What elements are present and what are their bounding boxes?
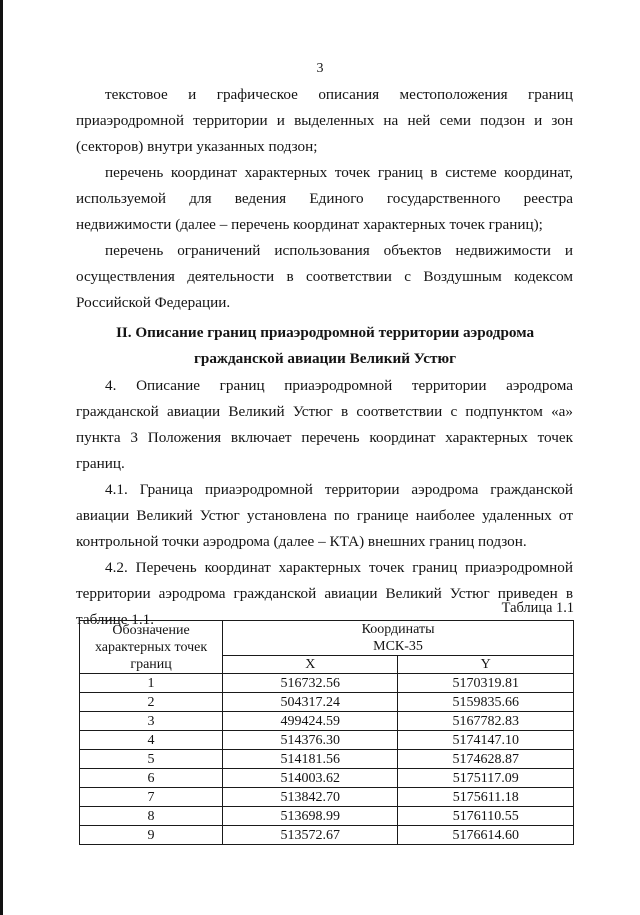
cell-y: 5159835.66 [398,693,574,712]
table-row [80,788,574,807]
intro-paragraphs [76,82,573,316]
cell-point: 2 [80,693,223,712]
table-row [80,693,574,712]
cell-x: 513572.67 [223,826,398,845]
cell-point: 8 [80,807,223,826]
cell-x: 499424.59 [223,712,398,731]
cell-point: 3 [80,712,223,731]
section-heading-line-2: гражданской авиации Великий Устюг [194,350,456,367]
section-paragraphs [76,373,573,633]
header-coordinate-system: МСК-35 [373,639,423,654]
table-row [80,807,574,826]
cell-y: 5176110.55 [398,807,574,826]
cell-x: 513698.99 [223,807,398,826]
cell-point: 1 [80,674,223,693]
table-row [80,750,574,769]
cell-point: 6 [80,769,223,788]
paragraph-text-description: текстовое и графическое описания местоположения границ приаэродромной территории и выделенных на ней семи подзон и зон (секторов) внутри указанных подзон; [76,86,573,155]
cell-x: 514376.30 [223,731,398,750]
section-heading-line-1: II. Описание границ приаэродромной территории аэродрома [115,324,535,341]
cell-x: 516732.56 [223,674,398,693]
cell-y: 5174147.10 [398,731,574,750]
table-row [80,826,574,845]
cell-y: 5174628.87 [398,750,574,769]
paragraph-4-1: 4.1. Граница приаэродромной территории аэродрома гражданской авиации Великий Устюг установлена по границе наиболее удаленных от контрольной точки аэродрома (далее – КТА) внешних границ подзон. [76,481,573,550]
paragraph-coordinates-list: перечень координат характерных точек границ в системе координат, используемой для ведения Единого государственного реестра недвижимости (далее – перечень координат характерных точек границ); [76,164,573,233]
paragraph-restrictions-list: перечень ограничений использования объектов недвижимости и осуществления деятельности в соответствии с Воздушным кодексом Российской Федерации. [76,242,573,311]
table-row [80,674,574,693]
cell-y: 5176614.60 [398,826,574,845]
header-points: Обозначение характерных точек границ [80,621,223,674]
page-number: 3 [316,61,324,76]
cell-point: 5 [80,750,223,769]
table-row [80,769,574,788]
header-coordinates-label: Координаты [361,622,435,637]
cell-y: 5175117.09 [398,769,574,788]
cell-y: 5170319.81 [398,674,574,693]
header-y: Y [398,656,574,674]
section-heading [60,320,590,372]
header-coordinates [223,621,574,656]
cell-point: 7 [80,788,223,807]
table-row [80,712,574,731]
cell-y: 5167782.83 [398,712,574,731]
cell-y: 5175611.18 [398,788,574,807]
cell-x: 513842.70 [223,788,398,807]
table-header-row [80,621,574,656]
table-row [80,731,574,750]
table-caption: Таблица 1.1 [501,600,574,616]
cell-point: 9 [80,826,223,845]
cell-point: 4 [80,731,223,750]
cell-x: 514181.56 [223,750,398,769]
coordinates-table [79,620,574,845]
scan-border [0,0,3,915]
header-x: X [223,656,398,674]
cell-x: 514003.62 [223,769,398,788]
paragraph-4: 4. Описание границ приаэродромной территории аэродрома гражданской авиации Великий Устюг в соответствии с подпунктом «а» пункта 3 Положения включает перечень координат характерных точек границ. [76,377,573,472]
paragraph-4-2: 4.2. Перечень координат характерных точек границ приаэродромной территории аэродрома гражданской авиации Великий Устюг приведен в таблице 1.1. [76,559,573,628]
cell-x: 504317.24 [223,693,398,712]
